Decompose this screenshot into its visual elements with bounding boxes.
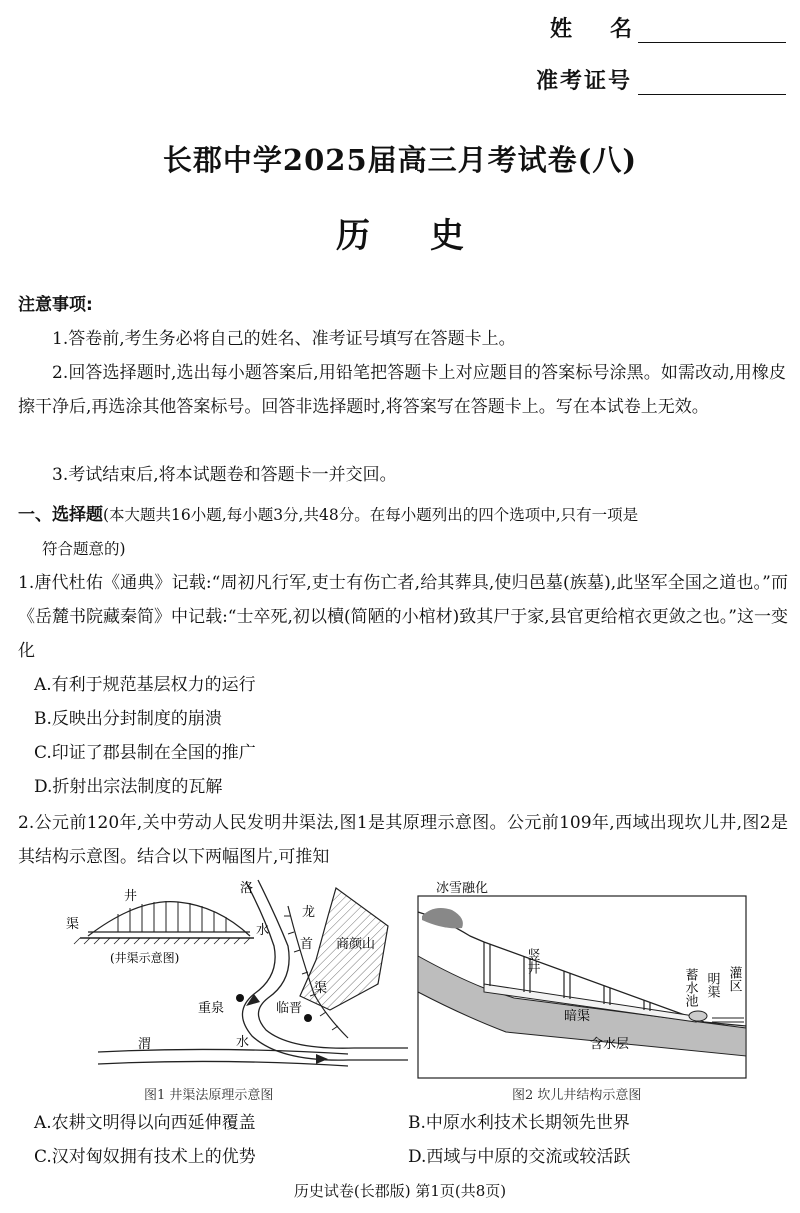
figure-2-caption: 图2 坎儿井结构示意图 bbox=[512, 1088, 642, 1103]
figure-1-jingqu-diagram bbox=[18, 876, 408, 1086]
q2-option-b[interactable]: B.中原水利技术长期领先世界 bbox=[408, 1113, 630, 1133]
section-1-heading bbox=[18, 498, 788, 566]
fig2-label-aquifer: 含水层 bbox=[590, 1037, 630, 1052]
snow-patch bbox=[422, 908, 463, 928]
fig1-label-shui2: 水 bbox=[236, 1035, 250, 1050]
wei-river bbox=[98, 1049, 348, 1054]
exam-title: 长郡中学2025届高三月考试卷(八) bbox=[162, 143, 638, 177]
fig1-label-luo: 洛 bbox=[240, 881, 254, 896]
name-blank bbox=[638, 17, 786, 43]
linjin-dot bbox=[304, 1014, 312, 1022]
fig2-label-dark: 暗渠 bbox=[564, 1009, 591, 1024]
page-footer: 历史试卷(长郡版) 第1页(共8页) bbox=[293, 1182, 507, 1200]
figure-2-kanerjing-diagram bbox=[414, 876, 754, 1086]
fig1-inset bbox=[66, 888, 254, 965]
note-item-3: 3.考试结束后,将本试题卷和答题卡一并交回。 bbox=[52, 465, 397, 485]
fig1-label-long: 龙 bbox=[302, 905, 316, 920]
question-2-stem: 2.公元前120年,关中劳动人民发明井渠法,图1是其原理示意图。公元前109年,西域出现坎儿井,图2是其结构示意图。结合以下两幅图片,可推知 bbox=[18, 813, 788, 867]
figure-1-caption: 图1 井渠法原理示意图 bbox=[144, 1088, 274, 1103]
fig1-label-chongquan: 重泉 bbox=[198, 1001, 225, 1016]
fig2-label-pool: 蓄水池 bbox=[682, 968, 698, 1007]
section-1-title: 一、选择题 bbox=[18, 505, 103, 525]
q1-option-d[interactable]: D.折射出宗法制度的瓦解 bbox=[34, 777, 223, 797]
section-1-note-2: 符合题意的) bbox=[42, 540, 126, 558]
fig1-label-qu2: 渠 bbox=[314, 981, 328, 996]
storage-pool bbox=[689, 1011, 707, 1021]
note-item-2: 2.回答选择题时,选出每小题答案后,用铅笔把答题卡上对应题目的答案标号涂黑。如需改动,用橡皮擦干净后,再选涂其他答案标号。回答非选择题时,将答案写在答题卡上。写在本试卷上无效。 bbox=[18, 363, 786, 417]
chongquan-dot bbox=[236, 994, 244, 1002]
fig1-label-shou: 首 bbox=[300, 937, 314, 952]
fig1-label-jing: 井 bbox=[124, 889, 138, 904]
q1-option-c[interactable]: C.印证了郡县制在全国的推广 bbox=[34, 743, 256, 763]
id-label: 准考证号 bbox=[535, 68, 632, 94]
name-field-row bbox=[550, 12, 786, 43]
id-field-row bbox=[536, 64, 786, 95]
fig1-label-wei: 渭 bbox=[138, 1037, 152, 1052]
id-blank bbox=[638, 69, 786, 95]
note-item-1: 1.答卷前,考生务必将自己的姓名、准考证号填写在答题卡上。 bbox=[52, 329, 516, 349]
q1-option-b[interactable]: B.反映出分封制度的崩溃 bbox=[34, 709, 222, 729]
fig2-label-snow: 冰雪融化 bbox=[436, 881, 489, 896]
fig2-label-open: 明渠 bbox=[704, 972, 720, 998]
question-1-stem: 1.唐代杜佑《通典》记载:“周初凡行军,吏士有伤亡者,给其葬具,使归邑墓(族墓),此坚军全国之道也。”而《岳麓书院藏秦简》中记载:“士卒死,初以櫝(简陋的小棺材)致其尸于家,县官更给棺衣更敛之也。”这一变化 bbox=[18, 573, 788, 661]
q2-option-a[interactable]: A.农耕文明得以向西延伸覆盖 bbox=[34, 1113, 256, 1133]
q1-option-a[interactable]: A.有利于规范基层权力的运行 bbox=[34, 675, 256, 695]
fig1-label-shangyanshan: 商颜山 bbox=[336, 937, 376, 952]
fig1-label-qu: 渠 bbox=[66, 917, 80, 932]
subject-title: 历史 bbox=[336, 216, 524, 256]
name-label: 姓名 bbox=[549, 16, 670, 42]
q2-option-c[interactable]: C.汉对匈奴拥有技术上的优势 bbox=[34, 1147, 256, 1167]
fig1-label-shui: 水 bbox=[256, 923, 270, 938]
fig1-inset-caption: (井渠示意图) bbox=[110, 951, 180, 965]
notes-heading: 注意事项: bbox=[18, 295, 93, 315]
fig2-label-irrig: 灌区 bbox=[726, 966, 742, 992]
q2-option-d[interactable]: D.西域与中原的交流或较活跃 bbox=[408, 1147, 631, 1167]
fig1-label-linjin: 临晋 bbox=[276, 1001, 303, 1016]
fig2-label-shaft: 竖井 bbox=[524, 948, 540, 974]
section-1-note-1: (本大题共16小题,每小题3分,共48分。在每小题列出的四个选项中,只有一项是 bbox=[103, 506, 639, 524]
